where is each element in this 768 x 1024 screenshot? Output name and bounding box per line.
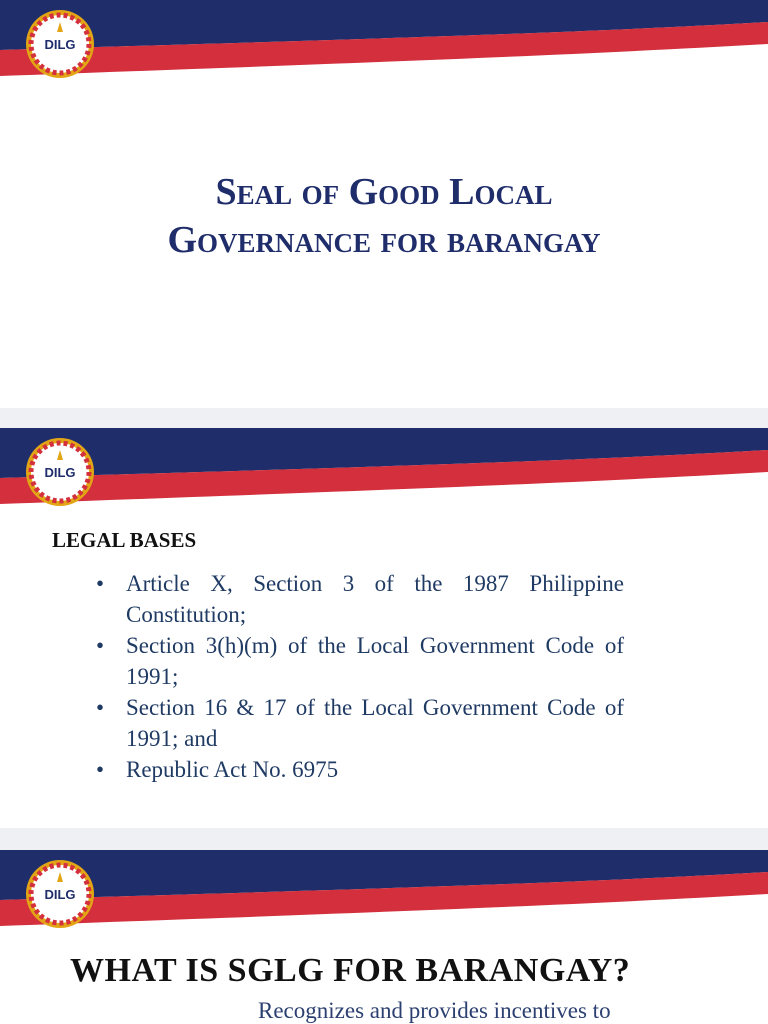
svg-text:DILG: DILG [44,37,76,52]
flag-banner [0,428,768,524]
slide-title-line-2: Governance for barangay [167,219,601,261]
legal-bases-heading: LEGAL BASES [52,528,197,552]
list-item: • Article X, Section 3 of the 1987 Philippine Constitution; [96,568,624,630]
legal-bases-list [96,568,624,785]
what-is-sglg-body: Recognizes and provides incentives to [258,998,611,1023]
dilg-seal-icon [24,436,96,508]
bullet-icon: • [96,633,105,658]
list-item: • Section 16 & 17 of the Local Government Code of 1991; and [96,692,624,754]
bullet-icon: • [96,695,105,720]
slide-what-is-sglg [0,850,768,1024]
slide-title [0,0,768,408]
slide-separator [0,828,768,850]
slide-legal-bases [0,428,768,828]
dilg-seal-icon [24,8,96,80]
svg-text:DILG: DILG [44,887,76,902]
slide-separator [0,408,768,428]
what-is-sglg-heading: WHAT IS SGLG FOR BARANGAY? [70,952,631,989]
slide-title-line-1: Seal of Good Local [215,171,553,213]
dilg-seal-icon [24,858,96,930]
flag-banner [0,850,768,946]
list-item: • Republic Act No. 6975 [96,754,624,785]
svg-text:DILG: DILG [44,465,76,480]
bullet-icon: • [96,757,105,782]
bullet-icon: • [96,571,105,596]
list-item: • Section 3(h)(m) of the Local Government Code of 1991; [96,630,624,692]
flag-banner [0,0,768,96]
